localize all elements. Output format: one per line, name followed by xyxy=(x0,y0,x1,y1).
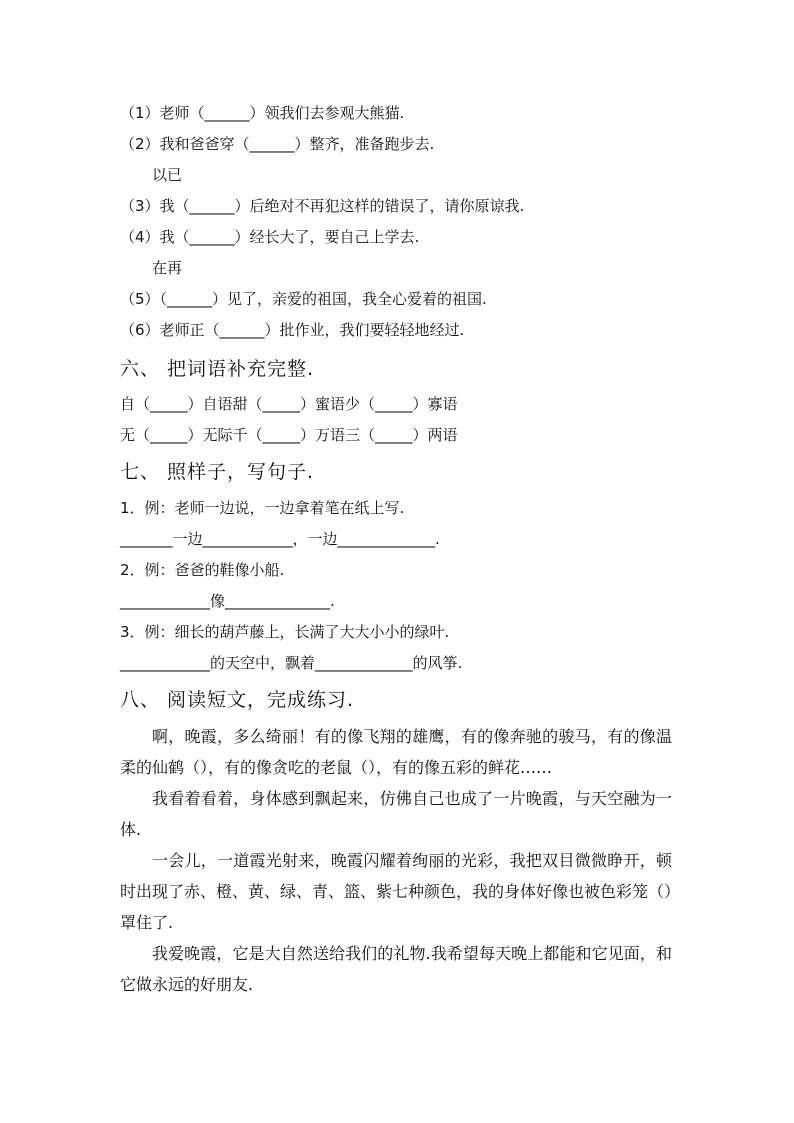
section-6-title: 六、 把词语补充完整. xyxy=(120,358,315,380)
example-1: 1．例：老师一边说，一边拿着笔在纸上写. xyxy=(120,499,405,517)
example-3: 3．例：细长的葫芦藤上，长满了大大小小的绿叶. xyxy=(120,623,450,641)
question-4: （4）我（______）经长大了，要自己上学去. xyxy=(120,228,420,246)
question-3: （3）我（______）后绝对不再犯这样的错误了，请你原谅我. xyxy=(120,197,525,215)
answer-line-1: _______一边____________，一边_____________. xyxy=(120,530,440,548)
answer-line-2: ____________像______________. xyxy=(120,592,335,610)
passage-paragraph-3: 一会儿，一道霞光射来，晚霞闪耀着绚丽的光彩，我把双目微微睁开，顿时出现了赤、橙、黄、绿、青、篮、紫七种颜色，我的身体好像也被色彩笼（）罩住了. xyxy=(120,851,673,932)
question-5: （5）（______）见了，亲爱的祖国，我全心爱着的祖国. xyxy=(120,290,487,308)
idiom-row-2: 无（_____）无际千（_____）万语三（_____）两语 xyxy=(120,426,458,444)
question-6: （6）老师正（______）批作业，我们要轻轻地经过. xyxy=(120,321,465,339)
question-1: （1）老师（______）领我们去参观大熊猫. xyxy=(120,104,405,122)
answer-line-3: ____________的天空中，飘着_____________的风筝. xyxy=(120,654,463,672)
idiom-row-1: 自（_____）自语甜（_____）蜜语少（_____）寡语 xyxy=(120,395,458,413)
section-7-title: 七、 照样子，写句子. xyxy=(120,461,315,483)
passage-paragraph-4: 我爱晚霞，它是大自然送给我们的礼物.我希望每天晚上都能和它见面，和它做永远的好朋友. xyxy=(120,944,672,994)
question-2: （2）我和爸爸穿（______）整齐，准备跑步去. xyxy=(120,135,435,153)
reading-passage xyxy=(120,721,672,1000)
passage-paragraph-2: 我看着看着，身体感到飘起来，仿佛自己也成了一片晚霞，与天空融为一体. xyxy=(120,789,672,839)
word-choice-2: 在再 xyxy=(152,259,183,277)
section-8-title: 八、 阅读短文，完成练习. xyxy=(120,689,355,711)
word-choice-1: 以已 xyxy=(152,166,183,184)
passage-paragraph-1: 啊，晚霞，多么绮丽！有的像飞翔的雄鹰，有的像奔驰的骏马，有的像温柔的仙鹤（），有的像贪吃的老鼠（），有的像五彩的鲜花…… xyxy=(120,727,672,777)
example-2: 2．例：爸爸的鞋像小船. xyxy=(120,561,285,579)
